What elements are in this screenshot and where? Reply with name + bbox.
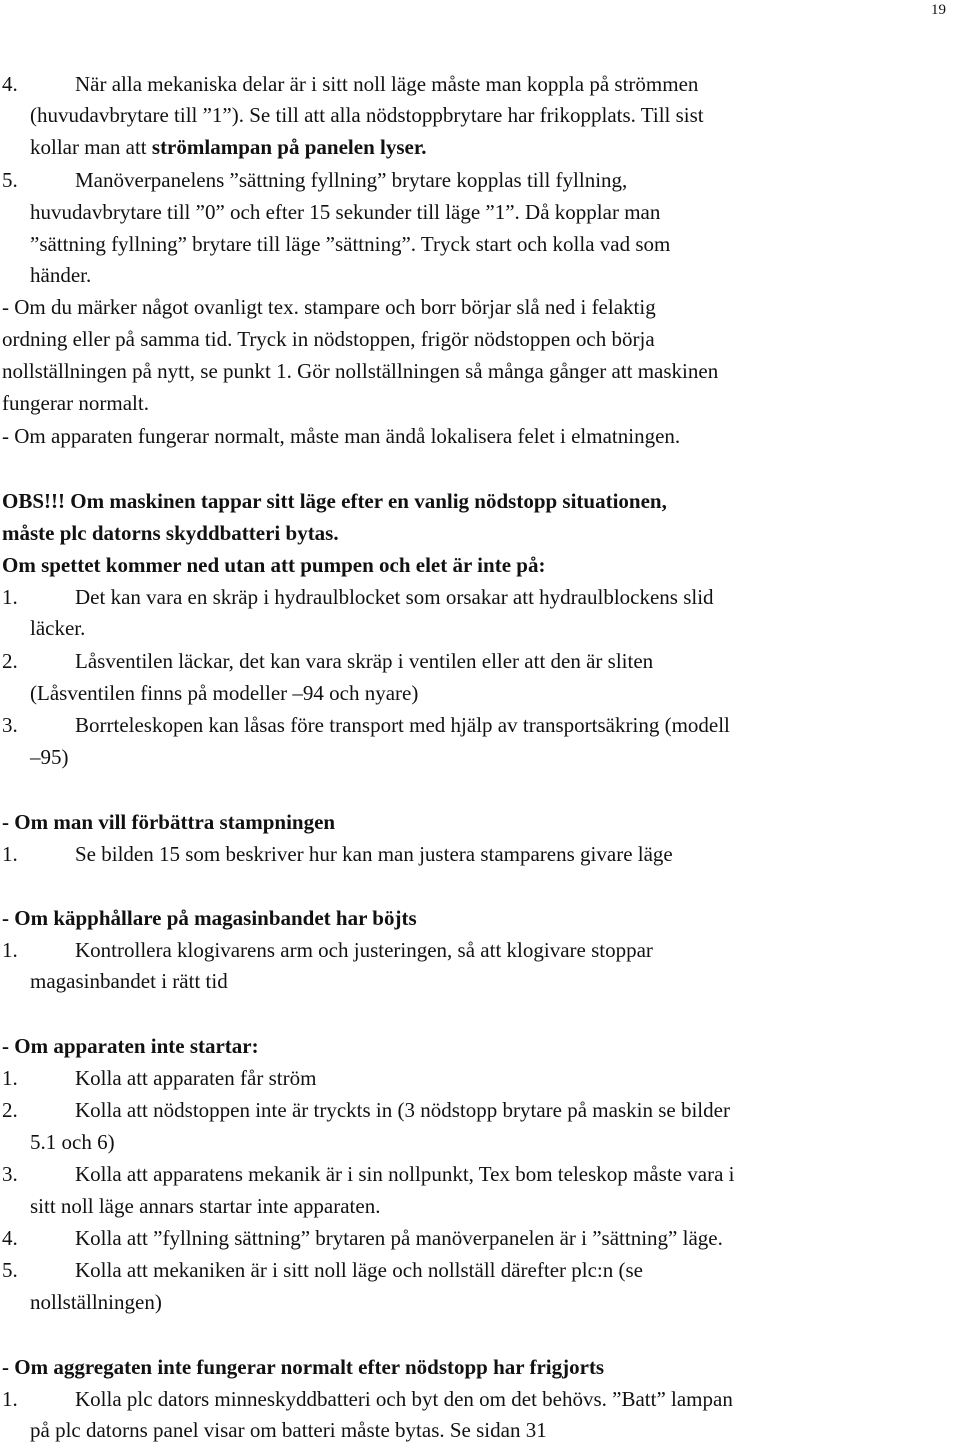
emphasis-text: strömlampan på panelen lyser. xyxy=(151,135,427,159)
line-text: på plc datorns panel visar om batteri måste bytas. Se sidan 31 xyxy=(30,1418,547,1442)
line-text: - Om apparaten fungerar normalt, måste man ändå lokalisera felet i elmatningen. xyxy=(2,424,681,448)
line-text: sitt noll läge annars startar inte apparaten. xyxy=(30,1194,381,1218)
list-text: Se bilden 15 som beskriver hur kan man justera stamparens givare läge xyxy=(75,842,673,866)
list-number: 2. xyxy=(2,1098,18,1122)
heading-text: - Om aggregaten inte fungerar normalt efter nödstopp har frigjorts xyxy=(2,1355,605,1379)
list-text: Kolla plc dators minneskyddbatteri och byt den om det behövs. ”Batt” lampan xyxy=(75,1387,733,1411)
list-text: Borrteleskopen kan låsas före transport med hjälp av transportsäkring (modell xyxy=(75,713,730,737)
list-number: 1. xyxy=(2,1387,18,1411)
heading-text: - Om man vill förbättra stampningen xyxy=(2,810,336,834)
line-text: OBS!!! Om maskinen tappar sitt läge efter en vanlig nödstopp situationen, xyxy=(2,489,667,513)
list-number: 5. xyxy=(2,168,18,192)
line-text: händer. xyxy=(30,263,92,287)
list-number: 1. xyxy=(2,585,18,609)
list-text: Kontrollera klogivarens arm och justeringen, så att klogivare stoppar xyxy=(75,938,653,962)
list-text: Kolla att nödstoppen inte är tryckts in (3 nödstopp brytare på maskin se bilder xyxy=(75,1098,730,1122)
line-text: nollställningen) xyxy=(30,1290,162,1314)
heading-text: - Om apparaten inte startar: xyxy=(2,1034,259,1058)
line-text: fungerar normalt. xyxy=(2,391,149,415)
line-text: - Om du märker något ovanligt tex. stampare och borr börjar slå ned i felaktig xyxy=(2,295,656,319)
line-text: 5.1 och 6) xyxy=(30,1130,115,1154)
list-text: Det kan vara en skräp i hydraulblocket som orsakar att hydraulblockens slid xyxy=(75,585,714,609)
list-number: 1. xyxy=(2,842,18,866)
heading-text: Om spettet kommer ned utan att pumpen och elet är inte på: xyxy=(2,553,546,577)
line-text: huvudavbrytare till ”0” och efter 15 sekunder till läge ”1”. Då kopplar man xyxy=(30,200,661,224)
list-number: 1. xyxy=(2,1066,18,1090)
list-text: Manöverpanelens ”sättning fyllning” brytare kopplas till fyllning, xyxy=(75,168,628,192)
line-text: nollställningen på nytt, se punkt 1. Gör nollställningen så många gånger att maskinen xyxy=(2,359,719,383)
page-number: 19 xyxy=(931,2,946,18)
line-text: magasinbandet i rätt tid xyxy=(30,969,228,993)
heading-text: - Om käpphållare på magasinbandet har böjts xyxy=(2,906,417,930)
line-text: läcker. xyxy=(30,616,86,640)
list-text: Kolla att mekaniken är i sitt noll läge och nollställ därefter plc:n (se xyxy=(75,1258,643,1282)
list-number: 5. xyxy=(2,1258,18,1282)
list-text: Kolla att ”fyllning sättning” brytaren på manöverpanelen är i ”sättning” läge. xyxy=(75,1226,723,1250)
list-text: Kolla att apparatens mekanik är i sin nollpunkt, Tex bom teleskop måste vara i xyxy=(75,1162,735,1186)
list-number: 4. xyxy=(2,1226,18,1250)
line-text: (huvudavbrytare till ”1”). Se till att alla nödstoppbrytare har frikopplats. Till sist xyxy=(30,103,704,127)
line-text: kollar man att xyxy=(30,135,152,159)
list-number: 2. xyxy=(2,649,18,673)
list-number: 4. xyxy=(2,72,18,96)
list-number: 1. xyxy=(2,938,18,962)
line-text: ordning eller på samma tid. Tryck in nödstoppen, frigör nödstoppen och börja xyxy=(2,327,655,351)
line-text: (Låsventilen finns på modeller –94 och nyare) xyxy=(30,681,419,705)
list-number: 3. xyxy=(2,713,18,737)
list-text: Låsventilen läckar, det kan vara skräp i ventilen eller att den är sliten xyxy=(75,649,654,673)
list-text: Kolla att apparaten får ström xyxy=(75,1066,317,1090)
line-text: måste plc datorns skyddbatteri bytas. xyxy=(2,521,339,545)
list-text: När alla mekaniska delar är i sitt noll läge måste man koppla på strömmen xyxy=(75,72,699,96)
line-text: ”sättning fyllning” brytare till läge ”sättning”. Tryck start och kolla vad som xyxy=(30,232,671,256)
line-text: –95) xyxy=(30,745,69,769)
list-number: 3. xyxy=(2,1162,18,1186)
